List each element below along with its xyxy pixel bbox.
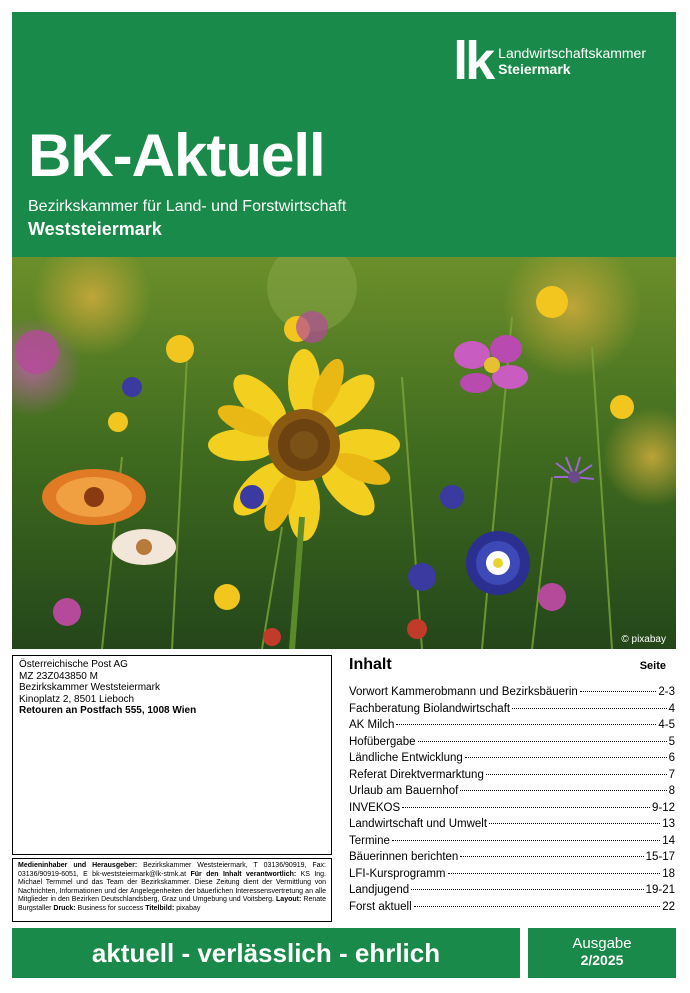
magazine-title: BK-Aktuell [28, 122, 325, 189]
address-box [12, 655, 332, 855]
lk-logo-text [498, 45, 646, 77]
toc-item-page: 2-3 [658, 686, 675, 698]
toc-item [349, 849, 675, 866]
cover-photo [12, 257, 676, 649]
toc-item-title: Vorwort Kammerobmann und Bezirksbäuerin [349, 686, 578, 698]
toc-leader-dots [512, 708, 667, 709]
address-line-3: Bezirkskammer Weststeiermark [19, 682, 160, 693]
toc-item-title: Fachberatung Biolandwirtschaft [349, 702, 511, 715]
toc-leader-dots [460, 790, 666, 791]
logo-line-2: Steiermark [498, 61, 571, 77]
toc-item-title: Ländliche Entwicklung [349, 752, 463, 764]
toc-item [349, 750, 675, 767]
toc-item-page: 14 [662, 834, 675, 847]
imprint-label-print: Druck: [53, 904, 76, 912]
toc-item [349, 899, 675, 916]
toc-item [349, 701, 675, 718]
toc-leader-dots [396, 724, 656, 725]
imprint-label-publisher: Medieninhaber und Herausgeber: [18, 862, 138, 869]
toc-item [349, 882, 675, 899]
imprint-label-layout: Layout: [276, 896, 302, 904]
toc-leader-dots [448, 873, 661, 874]
address-line-1: Österreichische Post AG [19, 659, 128, 670]
toc-item-title: Bäuerinnen berichten [349, 851, 459, 863]
toc-item-page: 6 [668, 752, 675, 764]
imprint-text-print: Business for success [75, 904, 146, 912]
imprint-label-cover: Titelbild: [145, 904, 175, 912]
photo-credit: © pixabay [621, 634, 666, 645]
lk-logo [453, 31, 646, 91]
toc-item [349, 734, 675, 751]
toc-leader-dots [465, 757, 667, 758]
toc-leader-dots [402, 807, 650, 808]
toc-leader-dots [489, 823, 660, 824]
toc-leader-dots [392, 840, 660, 841]
slogan-banner [12, 928, 520, 978]
imprint-label-responsible: Für den Inhalt verantwortlich: [190, 870, 297, 878]
toc-item-title: Forst aktuell [349, 900, 412, 913]
toc-item [349, 833, 675, 850]
toc-item-page: 8 [668, 785, 675, 797]
lk-logo-mark: lk [453, 31, 493, 91]
toc-item-page: 4 [668, 702, 675, 715]
magazine-subtitle: Bezirkskammer für Land- und Forstwirtschaft [28, 198, 347, 215]
toc-item [349, 816, 675, 833]
logo-line-1: Landwirtschaftskammer [498, 45, 646, 61]
toc-item-page: 4-5 [658, 719, 675, 731]
toc-leader-dots [418, 741, 667, 742]
cover-header [12, 12, 676, 257]
toc-leader-dots [411, 889, 643, 890]
imprint-text-publisher: Bezirkskammer Weststeiermark, T 03136/90919, Fax: 03136/90919-6051, E bk-weststeiermark@lk-stmk.at [18, 862, 326, 878]
toc-list [349, 684, 675, 915]
toc-item [349, 684, 675, 701]
toc-item-page: 7 [668, 768, 675, 781]
toc-item-title: Landjugend [349, 884, 410, 896]
issue-box [528, 928, 676, 978]
wildflower-meadow-photo [12, 257, 676, 649]
toc-item [349, 800, 675, 817]
imprint-text-responsible: KS Ing. Michael Termmel und das Team der Bezirkskammer. Diese Zeitung dient der Vermittlung von Nachrichten, Informationen und der Angelegenheiten der bäuerlichen Interessensvertretung an alle Mitglieder in den Bezirken Deutschlandsberg, Graz und Umgebung und Voitsberg. [18, 870, 326, 904]
toc-item-title: LFI-Kursprogramm [349, 867, 446, 880]
toc-item-page: 18 [662, 867, 675, 880]
toc-item [349, 783, 675, 800]
toc-item-title: Hofübergabe [349, 735, 416, 748]
issue-number: 2/2025 [580, 952, 624, 968]
toc-title: Inhalt [349, 656, 392, 673]
toc-leader-dots [460, 856, 643, 857]
slogan-text: aktuell - verlässlich - ehrlich [91, 937, 441, 968]
toc-item [349, 767, 675, 784]
toc-leader-dots [414, 906, 661, 907]
imprint-text-layout: Renate Burgstaller [18, 896, 326, 912]
toc-item [349, 866, 675, 883]
toc-page-label: Seite [639, 660, 666, 672]
toc-item-page: 13 [662, 818, 675, 830]
toc-item-page: 9-12 [651, 801, 675, 814]
region-name: Weststeiermark [28, 219, 162, 239]
toc-item-page: 15-17 [645, 851, 675, 863]
address-line-5: Retouren an Postfach 555, 1008 Wien [19, 705, 197, 716]
toc-item-title: Termine [349, 834, 390, 847]
toc-item [349, 717, 675, 734]
address-line-4: Kinoplatz 2, 8501 Lieboch [19, 693, 135, 705]
toc-item-title: INVEKOS [349, 801, 401, 814]
toc-item-title: Urlaub am Bauernhof [349, 785, 459, 797]
toc-item-title: Landwirtschaft und Umwelt [349, 818, 488, 830]
address-line-2: MZ 23Z043850 M [19, 670, 98, 682]
toc-item-title: Referat Direktvermarktung [349, 768, 484, 781]
issue-label: Ausgabe [572, 935, 632, 952]
table-of-contents [349, 656, 675, 915]
toc-item-page: 22 [662, 900, 675, 913]
toc-leader-dots [486, 774, 667, 775]
imprint-text-cover: pixabay [174, 904, 201, 912]
toc-header [349, 656, 675, 678]
toc-item-page: 19-21 [645, 884, 675, 896]
toc-item-title: AK Milch [349, 719, 395, 731]
imprint-box [12, 858, 332, 922]
toc-item-page: 5 [668, 735, 675, 748]
toc-leader-dots [580, 691, 657, 692]
